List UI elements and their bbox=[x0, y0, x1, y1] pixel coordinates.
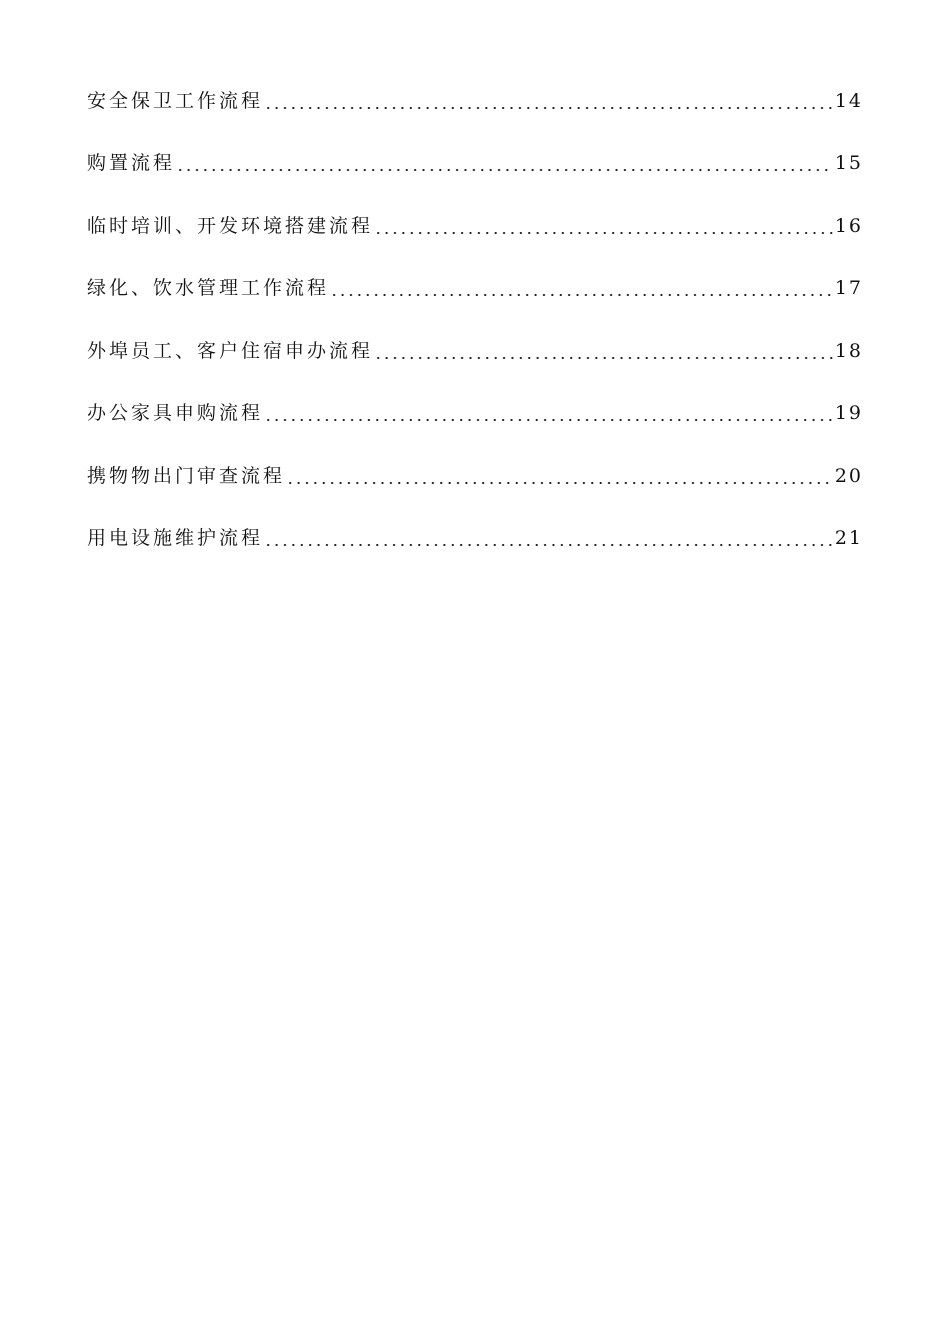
toc-entry-title: 办公家具申购流程 bbox=[87, 402, 264, 424]
toc-entry[interactable] bbox=[87, 84, 863, 147]
toc-entry-title: 外埠员工、客户住宿申办流程 bbox=[87, 339, 374, 362]
toc-page-number: 18 bbox=[834, 339, 863, 362]
toc-entry-title: 安全保卫工作流程 bbox=[87, 89, 264, 112]
toc-page-number: 21 bbox=[834, 527, 863, 549]
toc-dot-leader bbox=[264, 527, 833, 549]
toc-page-number: 15 bbox=[834, 152, 863, 174]
toc-page-number: 19 bbox=[834, 402, 863, 424]
toc-page-number: 16 bbox=[834, 214, 863, 237]
toc-entry[interactable] bbox=[87, 397, 863, 460]
toc-dot-leader bbox=[330, 277, 833, 299]
table-of-contents bbox=[87, 84, 863, 584]
toc-entry-title: 携物物出门审查流程 bbox=[87, 464, 286, 487]
toc-dot-leader bbox=[264, 402, 833, 424]
toc-entry[interactable] bbox=[87, 459, 863, 522]
toc-entry[interactable] bbox=[87, 272, 863, 335]
toc-dot-leader bbox=[176, 152, 833, 174]
toc-dot-leader bbox=[374, 215, 833, 237]
toc-dot-leader bbox=[264, 90, 833, 112]
toc-page-number: 14 bbox=[834, 89, 863, 112]
toc-entry[interactable] bbox=[87, 209, 863, 272]
toc-entry-title: 绿化、饮水管理工作流程 bbox=[87, 277, 330, 299]
toc-entry-title: 用电设施维护流程 bbox=[87, 527, 264, 549]
toc-entry[interactable] bbox=[87, 522, 863, 585]
toc-dot-leader bbox=[374, 340, 833, 362]
toc-dot-leader bbox=[286, 465, 833, 487]
toc-page-number: 17 bbox=[834, 277, 863, 299]
toc-entry[interactable] bbox=[87, 334, 863, 397]
toc-entry-title: 临时培训、开发环境搭建流程 bbox=[87, 214, 374, 237]
toc-page-number: 20 bbox=[834, 464, 863, 487]
toc-entry-title: 购置流程 bbox=[87, 152, 176, 174]
toc-entry[interactable] bbox=[87, 147, 863, 210]
